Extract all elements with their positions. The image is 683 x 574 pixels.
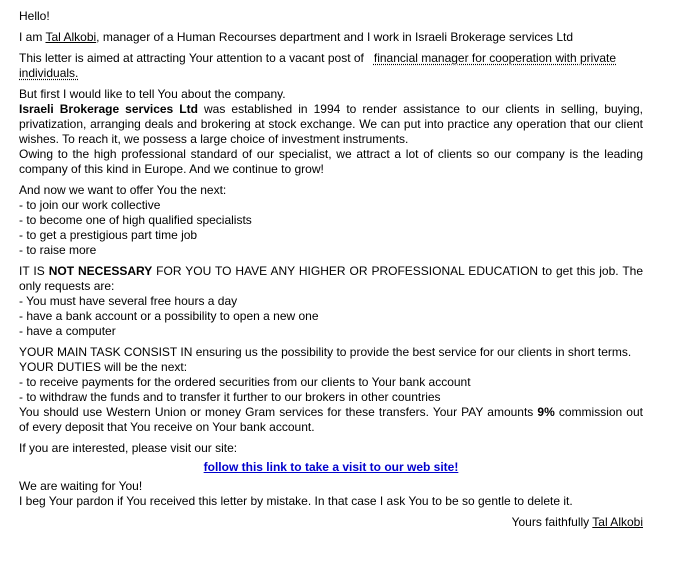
intro-after: , manager of a Human Recourses department and I work in Israeli Brokerage services Ltd xyxy=(96,30,574,44)
pardon-line: I beg Your pardon if You received this letter by mistake. In that case I ask You to be so gentle to delete it. xyxy=(19,494,573,508)
not-necessary-emphasis: NOT NECESSARY xyxy=(48,264,153,278)
signoff-before: Yours faithfully xyxy=(511,515,593,529)
aim-before: This letter is aimed at attracting Your attention to a vacant post of xyxy=(19,51,368,65)
company-desc: was established in 1994 to render assistance to our clients in selling, buying, privatization, arranging deals and brokering at stock exchange. We can put into practice any operation that our client wishes. To reach it, we possess a large choice of investment instruments. xyxy=(19,102,643,146)
sender-name: Tal Alkobi xyxy=(45,30,97,44)
list-item: - to withdraw the funds and to transfer it further to our brokers in other countries xyxy=(19,390,441,404)
pay-paragraph xyxy=(19,405,643,435)
company-description xyxy=(19,102,643,147)
requirements-after: FOR YOU TO HAVE ANY HIGHER OR PROFESSIONAL EDUCATION to get this job. The only requests are: xyxy=(19,264,644,293)
offer-list xyxy=(19,198,643,258)
main-task: YOUR MAIN TASK CONSIST IN ensuring us the possibility to provide the best service for our clients in short terms. xyxy=(19,345,632,359)
vacant-post: financial manager for cooperation with private individuals. xyxy=(19,51,617,80)
pay-after: commission out of every deposit that You receive on Your bank account. xyxy=(19,405,643,434)
list-item: - to raise more xyxy=(19,243,97,257)
intro-paragraph xyxy=(19,30,643,45)
requirements-paragraph xyxy=(19,264,643,294)
about-intro: But first I would like to tell You about the company. xyxy=(19,87,286,101)
list-item: - You must have several free hours a day xyxy=(19,294,238,308)
intro-before: I am xyxy=(19,30,46,44)
list-item: - to receive payments for the ordered securities from our clients to Your bank account xyxy=(19,375,471,389)
greeting: Hello! xyxy=(19,9,50,23)
waiting-line: We are waiting for You! xyxy=(19,479,143,493)
offer-intro: And now we want to offer You the next: xyxy=(19,183,227,197)
requirements-list xyxy=(19,294,643,339)
list-item: - to get a prestigious part time job xyxy=(19,228,198,242)
list-item: - have a computer xyxy=(19,324,116,338)
signoff-name: Tal Alkobi xyxy=(592,515,643,529)
pay-percent: 9% xyxy=(537,405,555,419)
list-item: - have a bank account or a possibility to open a new one xyxy=(19,309,319,323)
interest-line: If you are interested, please visit our site: xyxy=(19,441,238,455)
list-item: - to become one of high qualified specialists xyxy=(19,213,252,227)
website-link[interactable]: follow this link to take a visit to our web site! xyxy=(203,460,459,474)
company-standard: Owing to the high professional standard of our specialist, we attract a lot of clients so our company is the leading company of this kind in Europe. And we continue to grow! xyxy=(19,147,643,176)
duties-intro: YOUR DUTIES will be the next: xyxy=(19,360,188,374)
pay-before: You should use Western Union or money Gram services for these transfers. Your PAY amounts xyxy=(19,405,538,419)
company-name: Israeli Brokerage services Ltd xyxy=(19,102,198,116)
aim-paragraph xyxy=(19,51,643,81)
signoff xyxy=(19,515,643,530)
duties-list xyxy=(19,375,643,405)
list-item: - to join our work collective xyxy=(19,198,161,212)
requirements-before: IT IS xyxy=(19,264,49,278)
email-letter-body xyxy=(19,9,643,530)
link-line xyxy=(19,460,643,475)
